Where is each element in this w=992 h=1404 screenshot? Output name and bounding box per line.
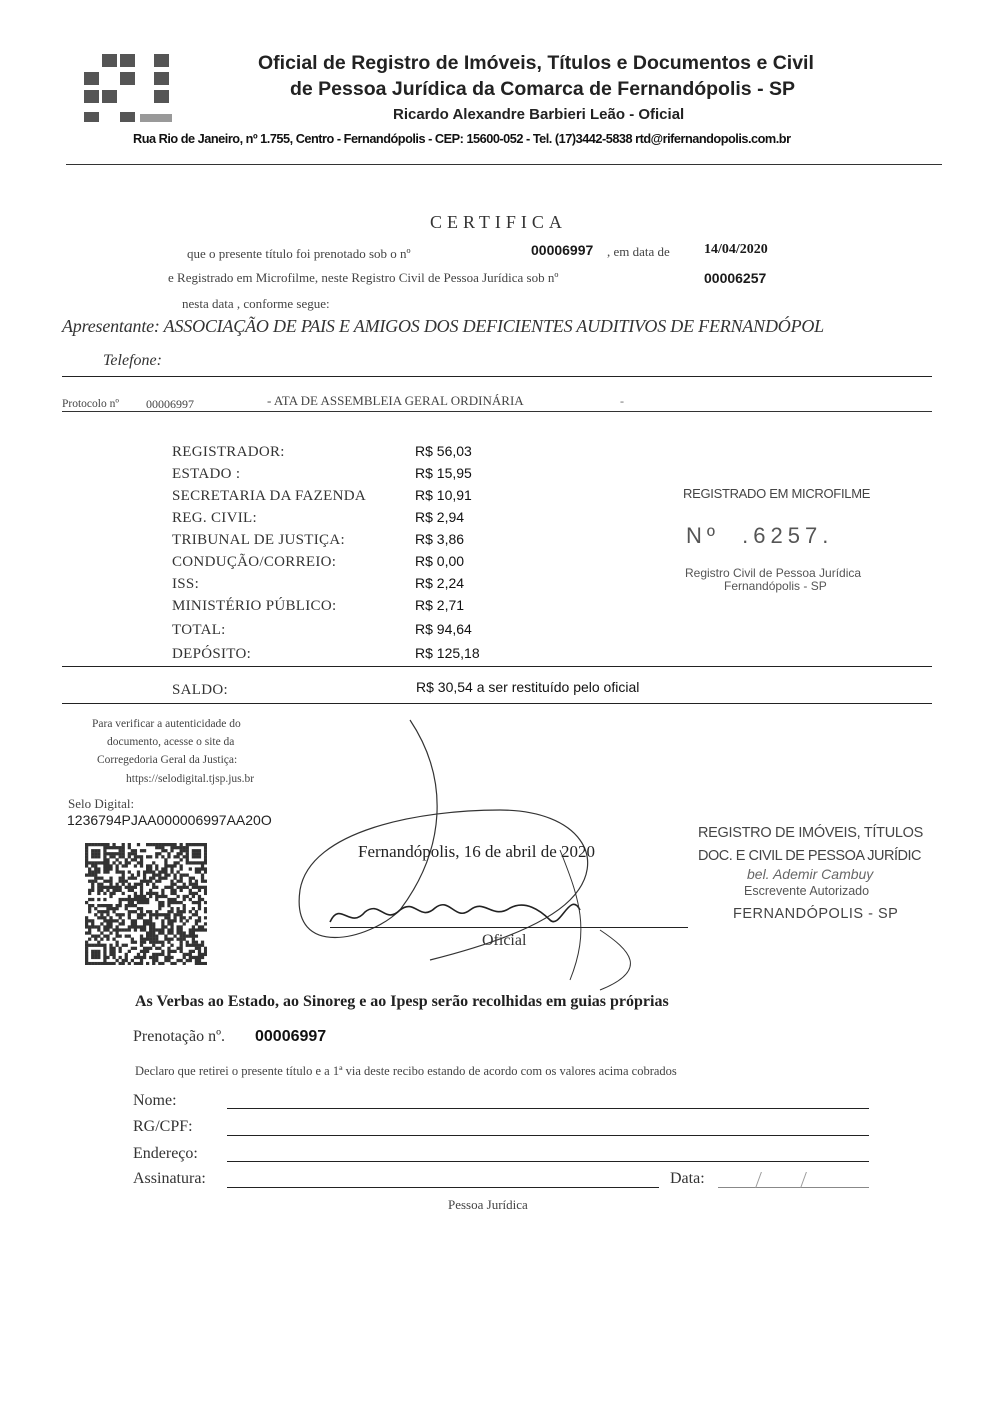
verification-line2: documento, acesse o site da <box>107 736 235 748</box>
saldo-label: SALDO: <box>172 682 228 698</box>
verification-line1: Para verificar a autenticidade do <box>92 718 241 730</box>
fee-value: R$ 0,00 <box>415 553 465 569</box>
fee-label: REGISTRADOR: <box>172 444 285 460</box>
data-label: Data: <box>670 1170 705 1187</box>
escrevente-stamp-line5: FERNANDÓPOLIS - SP <box>733 906 899 922</box>
signature-line <box>330 927 688 928</box>
nome-label: Nome: <box>133 1092 177 1109</box>
date-separator <box>755 1172 762 1188</box>
certifica-title: CERTIFICA <box>430 212 567 232</box>
prenotado-date: 14/04/2020 <box>704 242 768 257</box>
protocolo-description: - ATA DE ASSEMBLEIA GERAL ORDINÁRIA <box>267 393 524 408</box>
data-field[interactable] <box>718 1187 869 1188</box>
escrevente-stamp-line4: Escrevente Autorizado <box>744 884 870 898</box>
microfilme-stamp-line1: Registro Civil de Pessoa Jurídica <box>685 566 862 580</box>
fee-value: R$ 125,18 <box>415 645 480 661</box>
fee-label: TOTAL: <box>172 622 226 638</box>
rg-cpf-label: RG/CPF: <box>133 1118 193 1135</box>
pessoa-juridica-label: Pessoa Jurídica <box>448 1197 528 1212</box>
fee-label: MINISTÉRIO PÚBLICO: <box>172 598 337 614</box>
registrado-text: e Registrado em Microfilme, neste Registro Civil de Pessoa Jurídica sob nº <box>168 270 559 285</box>
rg-cpf-field[interactable] <box>227 1135 869 1136</box>
officer-name: Ricardo Alexandre Barbieri Leão - Oficial <box>393 106 685 123</box>
fee-value: R$ 15,95 <box>415 465 472 481</box>
fee-label: ESTADO : <box>172 466 241 482</box>
prenotado-text: que o presente título foi prenotado sob o nº <box>187 246 411 261</box>
conforme-text: nesta data , conforme segue: <box>182 296 330 311</box>
fee-value: R$ 2,24 <box>415 575 465 591</box>
endereco-label: Endereço: <box>133 1145 198 1162</box>
protocolo-dash: - <box>620 394 624 408</box>
signature-place-date: Fernandópolis, 16 de abril de 2020 <box>358 842 596 861</box>
qr-code <box>85 843 207 965</box>
selo-code: 1236794PJAA000006997AA20O <box>67 812 272 828</box>
prenotacao-label: Prenotação nº. <box>133 1028 226 1045</box>
assinatura-field[interactable] <box>227 1187 659 1188</box>
telefone-label: Telefone: <box>103 352 162 369</box>
assinatura-label: Assinatura: <box>133 1170 206 1187</box>
declaro-text: Declaro que retirei o presente título e a 1ª via deste recibo estando de acordo com os valores acima cobrados <box>135 1064 677 1078</box>
selo-label: Selo Digital: <box>68 796 135 811</box>
saldo-value: R$ 30,54 a ser restituído pelo oficial <box>416 679 640 695</box>
prenotado-number: 00006997 <box>531 242 594 258</box>
fee-label: DEPÓSITO: <box>172 646 252 662</box>
fee-value: R$ 2,71 <box>415 597 465 613</box>
protocolo-label: Protocolo nº <box>62 398 119 410</box>
date-separator <box>800 1172 807 1188</box>
protocolo-divider <box>62 411 932 412</box>
protocolo-number: 00006997 <box>146 397 194 411</box>
fee-label: REG. CIVIL: <box>172 510 257 526</box>
microfilme-stamp-number: Nº .6257. <box>686 523 834 548</box>
verbas-notice: As Verbas ao Estado, ao Sinoreg e ao Ipesp serão recolhidas em guias próprias <box>135 993 669 1010</box>
nome-field[interactable] <box>227 1108 869 1109</box>
office-address: Rua Rio de Janeiro, nº 1.755, Centro - Fernandópolis - CEP: 15600-052 - Tel. (17)3442-5838 rtd@rifernandopolis.com.br <box>133 131 791 146</box>
data-label: , em data de <box>607 244 670 259</box>
office-title-line2: de Pessoa Jurídica da Comarca de Fernandópolis - SP <box>290 78 795 100</box>
escrevente-stamp-line2: DOC. E CIVIL DE PESSOA JURÍDIC <box>698 848 921 864</box>
office-title-line1: Oficial de Registro de Imóveis, Títulos e Documentos e Civil <box>258 52 814 74</box>
signature-role: Oficial <box>482 932 527 949</box>
fee-label: ISS: <box>172 576 200 592</box>
fee-label: SECRETARIA DA FAZENDA <box>172 488 366 504</box>
microfilme-stamp-line2: Fernandópolis - SP <box>724 579 827 593</box>
office-logo <box>82 54 172 134</box>
fee-value: R$ 2,94 <box>415 509 465 525</box>
fee-value: R$ 94,64 <box>415 621 472 637</box>
telefone-divider <box>62 376 932 377</box>
escrevente-stamp-line3: bel. Ademir Cambuy <box>747 866 874 882</box>
fee-value: R$ 10,91 <box>415 487 472 503</box>
header-divider <box>66 164 942 165</box>
registro-number: 00006257 <box>704 270 767 286</box>
verification-url: https://selodigital.tjsp.jus.br <box>126 773 255 785</box>
fee-value: R$ 56,03 <box>415 443 472 459</box>
escrevente-stamp-line1: REGISTRO DE IMÓVEIS, TÍTULOS <box>698 825 923 841</box>
endereco-field[interactable] <box>227 1161 869 1162</box>
fees-divider <box>62 666 932 667</box>
prenotacao-number: 00006997 <box>255 1028 327 1045</box>
fee-value: R$ 3,86 <box>415 531 465 547</box>
fee-label: CONDUÇÃO/CORREIO: <box>172 554 337 570</box>
fee-label: TRIBUNAL DE JUSTIÇA: <box>172 532 345 548</box>
apresentante: Apresentante: ASSOCIAÇÃO DE PAIS E AMIGOS DOS DEFICIENTES AUDITIVOS DE FERNANDÓPOL <box>62 316 824 336</box>
microfilme-stamp-title: REGISTRADO EM MICROFILME <box>683 486 871 501</box>
verification-line3: Corregedoria Geral da Justiça: <box>97 754 238 766</box>
